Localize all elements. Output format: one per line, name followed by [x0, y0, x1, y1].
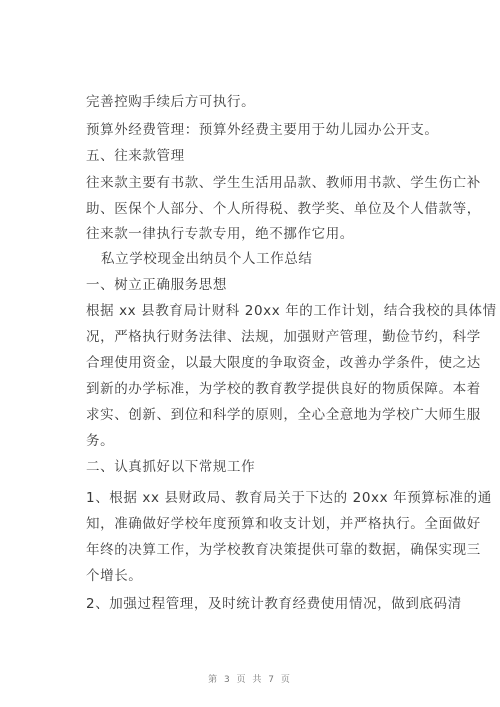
text-line: 年终的决算工作，为学校教育决策提供可靠的数据，确保实现三 — [86, 542, 481, 558]
text-line: 往来款一律执行专款专用，绝不挪作它用。 — [86, 226, 354, 242]
text-line: 往来款主要有书款、学生生活用品款、教师用书款、学生伤亡补 — [86, 175, 481, 191]
text-line: 1、根据 xx 县财政局、教育局关于下达的 20xx 年预算标准的通 — [86, 490, 492, 506]
section-heading: 二、认真抓好以下常规工作 — [86, 459, 256, 475]
text-line: 助、医保个人部分、个人所得税、教学奖、单位及个人借款等， — [86, 201, 481, 217]
text-line: 完善控购手续后方可执行。 — [86, 94, 256, 110]
text-line: 个增长。 — [86, 568, 143, 584]
text-line: 求实、创新、到位和科学的原则，全心全意地为学校广大师生服 — [86, 407, 481, 423]
text-line: 况，严格执行财务法律、法规，加强财产管理，勤俭节约，科学 — [86, 329, 481, 345]
text-line: 预算外经费管理：预算外经费主要用于幼儿园办公开支。 — [86, 122, 439, 138]
section-heading: 五、往来款管理 — [86, 148, 185, 164]
text-line: 知，准确做好学校年度预算和收支计划，并严格执行。全面做好 — [86, 516, 481, 532]
text-line: 合理使用资金，以最大限度的争取资金，改善办学条件，使之达 — [86, 355, 481, 371]
text-line: 根据 xx 县教育局计财科 20xx 年的工作计划，结合我校的具体情 — [86, 303, 497, 319]
text-line: 务。 — [86, 433, 115, 449]
article-title: 私立学校现金出纳员个人工作总结 — [101, 251, 313, 267]
section-heading: 一、树立正确服务思想 — [86, 277, 227, 293]
text-line: 到新的办学标准，为学校的教育教学提供良好的物质保障。本着 — [86, 381, 481, 397]
text-line: 2、加强过程管理，及时统计教育经费使用情况，做到底码清 — [86, 596, 462, 612]
page-number-footer: 第 3 页 共 7 页 — [208, 675, 292, 685]
